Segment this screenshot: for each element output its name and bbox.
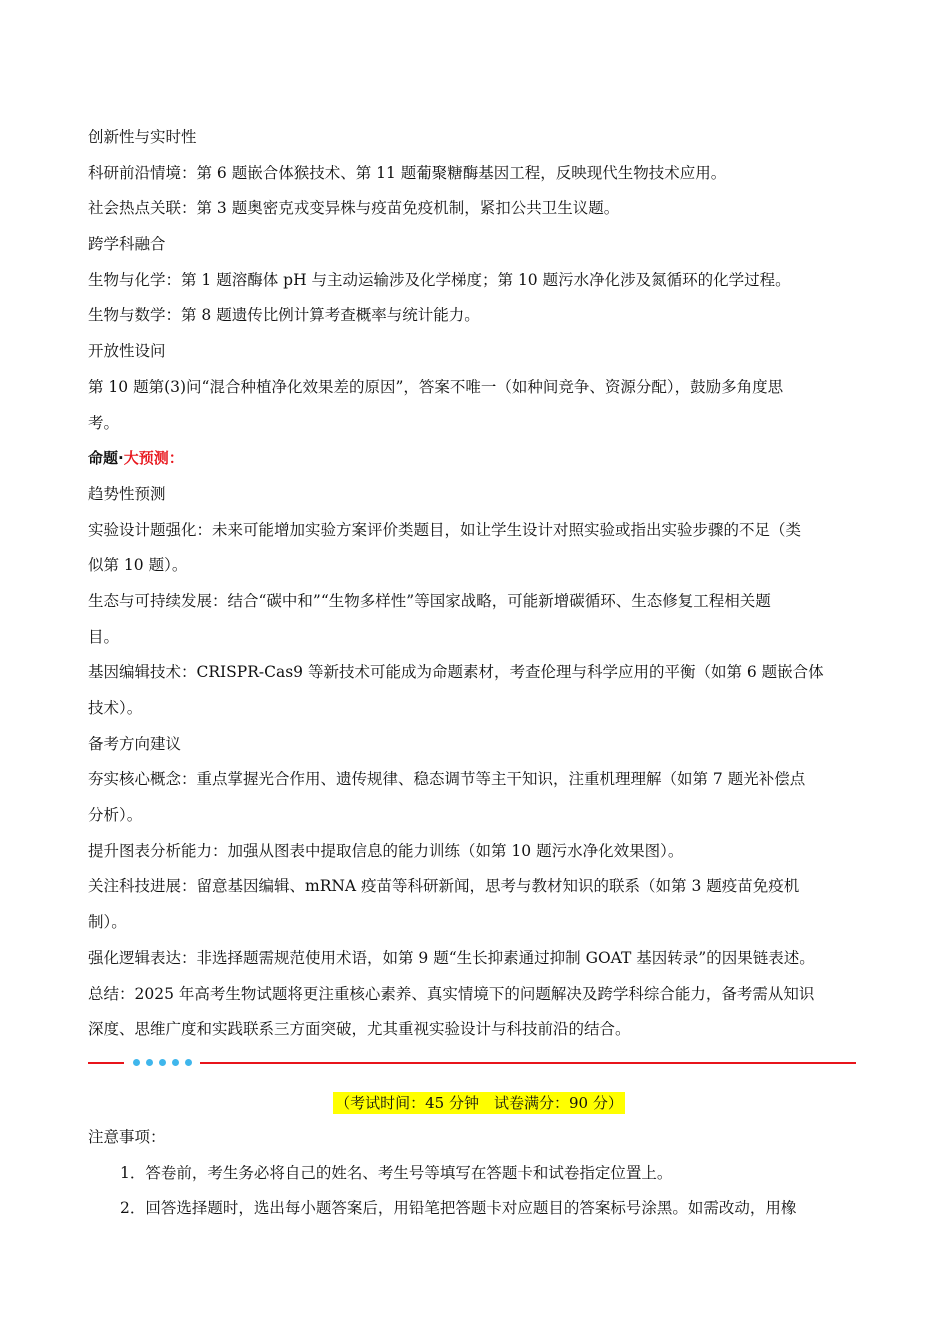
text-line: 似第 10 题）。 <box>88 556 188 575</box>
notice-title: 注意事项： <box>88 1127 166 1146</box>
divider-line-right <box>200 1062 856 1064</box>
dot-icon <box>146 1059 153 1066</box>
text-line: 总结：2025 年高考生物试题将更注重核心素养、真实情境下的问题解决及跨学科综合能力，备考需从知识 <box>88 984 815 1003</box>
dot-icon <box>185 1059 192 1066</box>
prediction-heading <box>88 441 870 477</box>
text-line: 考。 <box>88 413 120 432</box>
text-line: 生物与化学：第 1 题溶酶体 pH 与主动运输涉及化学梯度；第 10 题污水净化涉及氮循环的化学过程。 <box>88 270 791 289</box>
text-line: 技术）。 <box>88 699 143 717</box>
text-line: 创新性与实时性 <box>88 128 197 146</box>
divider-dots <box>133 1056 192 1070</box>
prediction-heading-highlight: 大预测： <box>123 449 184 468</box>
text-line: 第 10 题第(3)问“混合种植净化效果差的原因”，答案不唯一（如种间竞争、资源分配），鼓励多角度思 <box>88 377 784 396</box>
notice-item: 2．回答选择题时，选出每小题答案后，用铅笔把答题卡对应题目的答案标号涂黑。如需改动，用橡 <box>120 1199 797 1218</box>
text-line: 开放性设问 <box>88 342 166 361</box>
text-line: 趋势性预测 <box>88 484 166 503</box>
innovation-section <box>88 120 870 441</box>
prediction-heading-prefix: 命题· <box>88 449 124 468</box>
text-line: 关注科技进展：留意基因编辑、mRNA 疫苗等科研新闻，思考与教材知识的联系（如第 3 题疫苗免疫机 <box>88 877 800 896</box>
text-line: 基因编辑技术：CRISPR-Cas9 等新技术可能成为命题素材，考查伦理与科学应用的平衡（如第 6 题嵌合体 <box>88 663 824 682</box>
text-line: 提升图表分析能力：加强从图表中提取信息的能力训练（如第 10 题污水净化效果图）。 <box>88 841 684 860</box>
text-line: 制）。 <box>88 913 127 932</box>
text-line: 生物与数学：第 8 题遗传比例计算考查概率与统计能力。 <box>88 306 480 325</box>
text-line: 社会热点关联：第 3 题奥密克戎变异株与疫苗免疫机制，紧扣公共卫生议题。 <box>88 199 620 218</box>
section-divider <box>88 1048 870 1078</box>
dot-icon <box>159 1059 166 1066</box>
prediction-section <box>88 477 870 1048</box>
text-line: 科研前沿情境：第 6 题嵌合体猴技术、第 11 题葡聚糖酶基因工程，反映现代生物技术应用。 <box>88 163 727 182</box>
text-line: 深度、思维广度和实践联系三方面突破，尤其重视实验设计与科技前沿的结合。 <box>88 1020 631 1039</box>
text-line: 生态与可持续发展：结合“碳中和”“生物多样性”等国家战略，可能新增碳循环、生态修复工程相关题 <box>88 591 771 610</box>
text-line: 实验设计题强化：未来可能增加实验方案评价类题目，如让学生设计对照实验或指出实验步骤的不足（类 <box>88 520 802 539</box>
notice-item: 1．答卷前，考生务必将自己的姓名、考生号等填写在答题卡和试卷指定位置上。 <box>120 1163 673 1182</box>
text-line: 跨学科融合 <box>88 235 166 254</box>
text-line: 目。 <box>88 627 120 646</box>
document-page <box>88 120 870 1227</box>
text-line: 分析）。 <box>88 806 143 825</box>
dot-icon <box>172 1059 179 1066</box>
dot-icon <box>133 1059 140 1066</box>
text-line: 备考方向建议 <box>88 734 182 753</box>
divider-line-left <box>88 1062 124 1064</box>
text-line: 强化逻辑表达：非选择题需规范使用术语，如第 9 题“生长抑素通过抑制 GOAT 基因转录”的因果链表述。 <box>88 948 815 967</box>
exam-time-badge: （考试时间：45 分钟 试卷满分：90 分） <box>335 1093 623 1112</box>
text-line: 夯实核心概念：重点掌握光合作用、遗传规律、稳态调节等主干知识，注重机理理解（如第 7 题光补偿点 <box>88 770 806 789</box>
exam-time-row <box>88 1086 870 1120</box>
